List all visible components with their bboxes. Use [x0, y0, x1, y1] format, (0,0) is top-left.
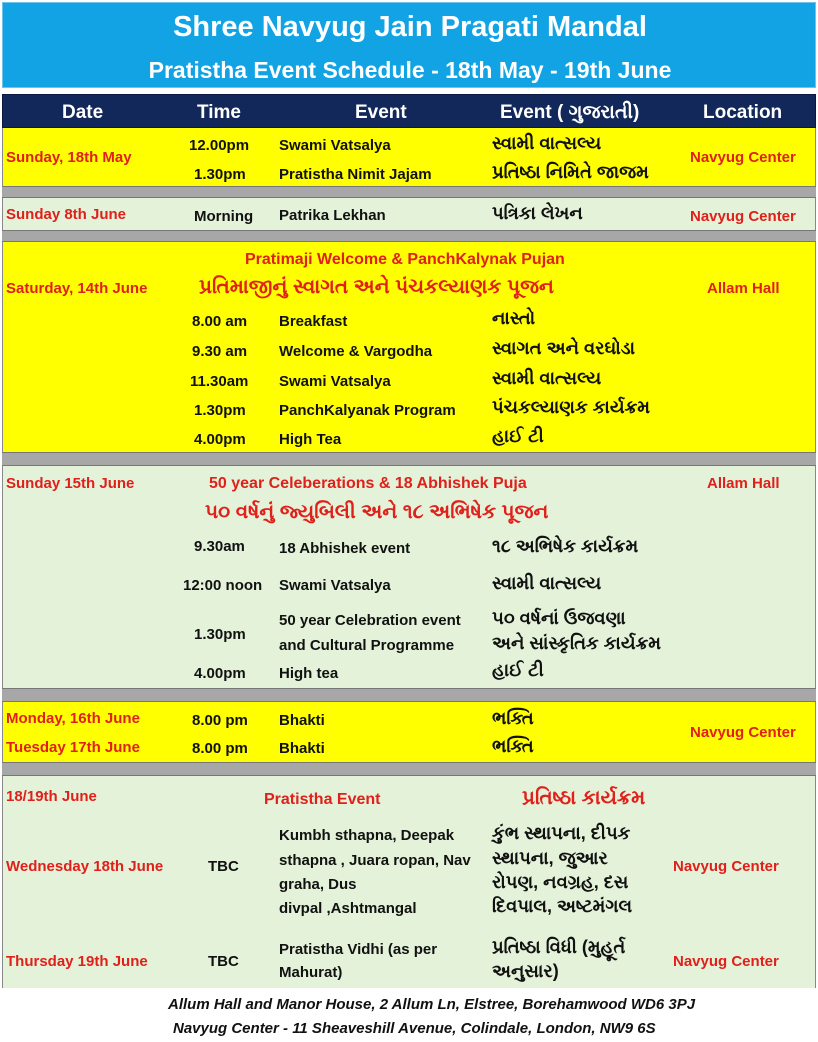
event-gujarati-cell: પ્રતિષ્ઠા નિમિતે જાજમ: [492, 162, 649, 182]
section-8th-june: [2, 198, 816, 230]
header-event: Event: [355, 102, 407, 123]
event-cell: Kumbh sthapna, Deepak: [279, 827, 455, 844]
event-cell: Swami Vatsalya: [279, 577, 391, 594]
section-divider: [2, 230, 816, 242]
event-gujarati-cell: અનુસાર): [492, 961, 559, 981]
footer-address-allum-hall: Allum Hall and Manor House, 2 Allum Ln, Elstree, Borehamwood WD6 3PJ: [168, 996, 696, 1013]
section-heading-gujarati: પ્રતિમાજીનું સ્વાગત અને પંચકલ્યાણક પૂજન: [199, 276, 554, 298]
event-cell: Pratistha Nimit Jajam: [279, 166, 432, 183]
date-cell: Wednesday 18th June: [6, 858, 164, 875]
time-cell: 4.00pm: [194, 431, 246, 448]
section-heading-gujarati: ૫૦ વર્ષનું જ્યુબિલી અને ૧૮ અભિષેક પૂજન: [205, 501, 549, 523]
date-cell: 18/19th June: [6, 788, 97, 805]
date-cell: Saturday, 14th June: [6, 280, 148, 297]
event-cell: Patrika Lekhan: [279, 207, 386, 224]
event-gujarati-cell: પત્રિકા લેખન: [492, 203, 583, 223]
event-cell: Mahurat): [279, 964, 343, 981]
time-cell: TBC: [208, 953, 239, 970]
event-gujarati-cell: કુંભ સ્થાપના, દીપક: [492, 823, 631, 843]
event-gujarati-cell: ભક્તિ: [492, 708, 534, 728]
date-cell: Sunday 8th June: [6, 206, 127, 223]
event-gujarati-cell: પ્રતિષ્ઠા વિધી (મુહૂર્ત: [492, 937, 626, 957]
event-gujarati-cell: સ્વાગત અને વરઘોડા: [492, 338, 636, 358]
time-cell: 8.00 am: [192, 313, 248, 330]
location-cell: Allam Hall: [707, 475, 780, 492]
event-cell: High Tea: [279, 431, 342, 448]
event-cell: Swami Vatsalya: [279, 373, 391, 390]
event-gujarati-cell: ભક્તિ: [492, 736, 534, 756]
section-heading: Pratimaji Welcome & PanchKalynak Pujan: [245, 251, 565, 268]
page-subtitle: Pratistha Event Schedule - 18th May - 19th June: [148, 57, 672, 83]
event-cell: High tea: [279, 665, 339, 682]
event-cell: Breakfast: [279, 313, 348, 330]
event-gujarati-cell: અને સાંસ્કૃતિક કાર્યક્રમ: [492, 633, 661, 653]
header-date: Date: [62, 102, 104, 123]
event-gujarati-cell: ૧૮ અભિષેક કાર્યક્રમ: [492, 536, 639, 556]
event-gujarati-cell: રોપણ, નવગ્રહ, દસ: [492, 872, 629, 892]
section-heading: Pratistha Event: [264, 791, 381, 808]
event-gujarati-cell: પંચકલ્યાણક કાર્યક્રમ: [492, 397, 650, 417]
time-cell: 9.30 am: [192, 343, 248, 360]
time-cell: TBC: [208, 858, 239, 875]
event-gujarati-cell: નાસ્તો: [492, 308, 536, 328]
location-cell: Allam Hall: [707, 280, 780, 297]
time-cell: 8.00 pm: [192, 712, 248, 729]
time-cell: 8.00 pm: [192, 740, 248, 757]
event-gujarati-cell: સ્થાપના, જુઆર: [492, 848, 608, 868]
event-cell: divpal ,Ashtmangal: [279, 900, 417, 917]
event-cell: Pratistha Vidhi (as per: [279, 941, 438, 958]
event-gujarati-cell: સ્વામી વાત્સલ્ય: [492, 573, 602, 593]
event-gujarati-cell: સ્વામી વાત્સલ્ય: [492, 368, 602, 388]
event-cell: PanchKalyanak Program: [279, 402, 456, 419]
location-cell: Navyug Center: [690, 149, 796, 166]
event-gujarati-cell: હાઈ ટી: [492, 426, 544, 446]
event-cell: 18 Abhishek event: [279, 540, 411, 557]
event-gujarati-cell: ૫૦ વર્ષનાં ઉજવણા: [492, 608, 626, 628]
section-18th-may: [2, 128, 816, 186]
section-15th-june: [2, 466, 816, 688]
title-banner: [2, 2, 816, 88]
footer-address-navyug-center: Navyug Center - 11 Sheaveshill Avenue, Colindale, London, NW9 6S: [173, 1020, 656, 1037]
event-cell: Welcome & Vargodha: [279, 343, 433, 360]
event-cell: graha, Dus: [279, 876, 357, 893]
section-14th-june: [2, 242, 816, 452]
event-cell: and Cultural Programme: [279, 637, 455, 654]
location-cell: Navyug Center: [673, 953, 779, 970]
section-heading: 50 year Celeberations & 18 Abhishek Puja: [209, 475, 527, 492]
time-cell: 12.00pm: [189, 137, 250, 154]
time-cell: 9.30am: [194, 538, 245, 555]
date-cell: Monday, 16th June: [6, 710, 140, 727]
date-cell: Tuesday 17th June: [6, 739, 140, 756]
section-divider: [2, 762, 816, 776]
event-gujarati-cell: હાઈ ટી: [492, 660, 544, 680]
event-cell: sthapna , Juara ropan, Nav: [279, 852, 471, 869]
location-cell: Navyug Center: [673, 858, 779, 875]
date-cell: Thursday 19th June: [6, 953, 148, 970]
event-gujarati-cell: સ્વામી વાત્સલ્ય: [492, 133, 602, 153]
section-18-19th-june: [2, 776, 816, 988]
header-location: Location: [703, 102, 783, 123]
location-cell: Navyug Center: [690, 208, 796, 225]
section-divider: [2, 452, 816, 466]
page-title: Shree Navyug Jain Pragati Mandal: [173, 11, 647, 43]
time-cell: 1.30pm: [194, 626, 246, 643]
event-cell: Bhakti: [279, 740, 325, 757]
time-cell: 11.30am: [190, 373, 249, 390]
time-cell: 1.30pm: [194, 402, 246, 419]
time-cell: 4.00pm: [194, 665, 246, 682]
header-time: Time: [197, 102, 242, 123]
header-event-gujarati: Event ( ગુજરાતી): [500, 102, 640, 123]
time-cell: 1.30pm: [194, 166, 246, 183]
date-cell: Sunday 15th June: [6, 475, 135, 492]
section-divider: [2, 688, 816, 702]
section-bhakti: [2, 702, 816, 762]
event-gujarati-cell: દિવપાલ, અષ્ટમંગલ: [492, 896, 633, 916]
time-cell: 12:00 noon: [183, 577, 263, 594]
event-cell: Swami Vatsalya: [279, 137, 391, 154]
section-heading-gujarati: પ્રતિષ્ઠા કાર્યક્રમ: [522, 787, 646, 809]
event-cell: Bhakti: [279, 712, 325, 729]
section-divider: [2, 186, 816, 198]
date-cell: Sunday, 18th May: [6, 149, 132, 166]
event-cell: 50 year Celebration event: [279, 612, 461, 629]
time-cell: Morning: [194, 208, 254, 225]
location-cell: Navyug Center: [690, 724, 796, 741]
table-header: [2, 94, 816, 128]
